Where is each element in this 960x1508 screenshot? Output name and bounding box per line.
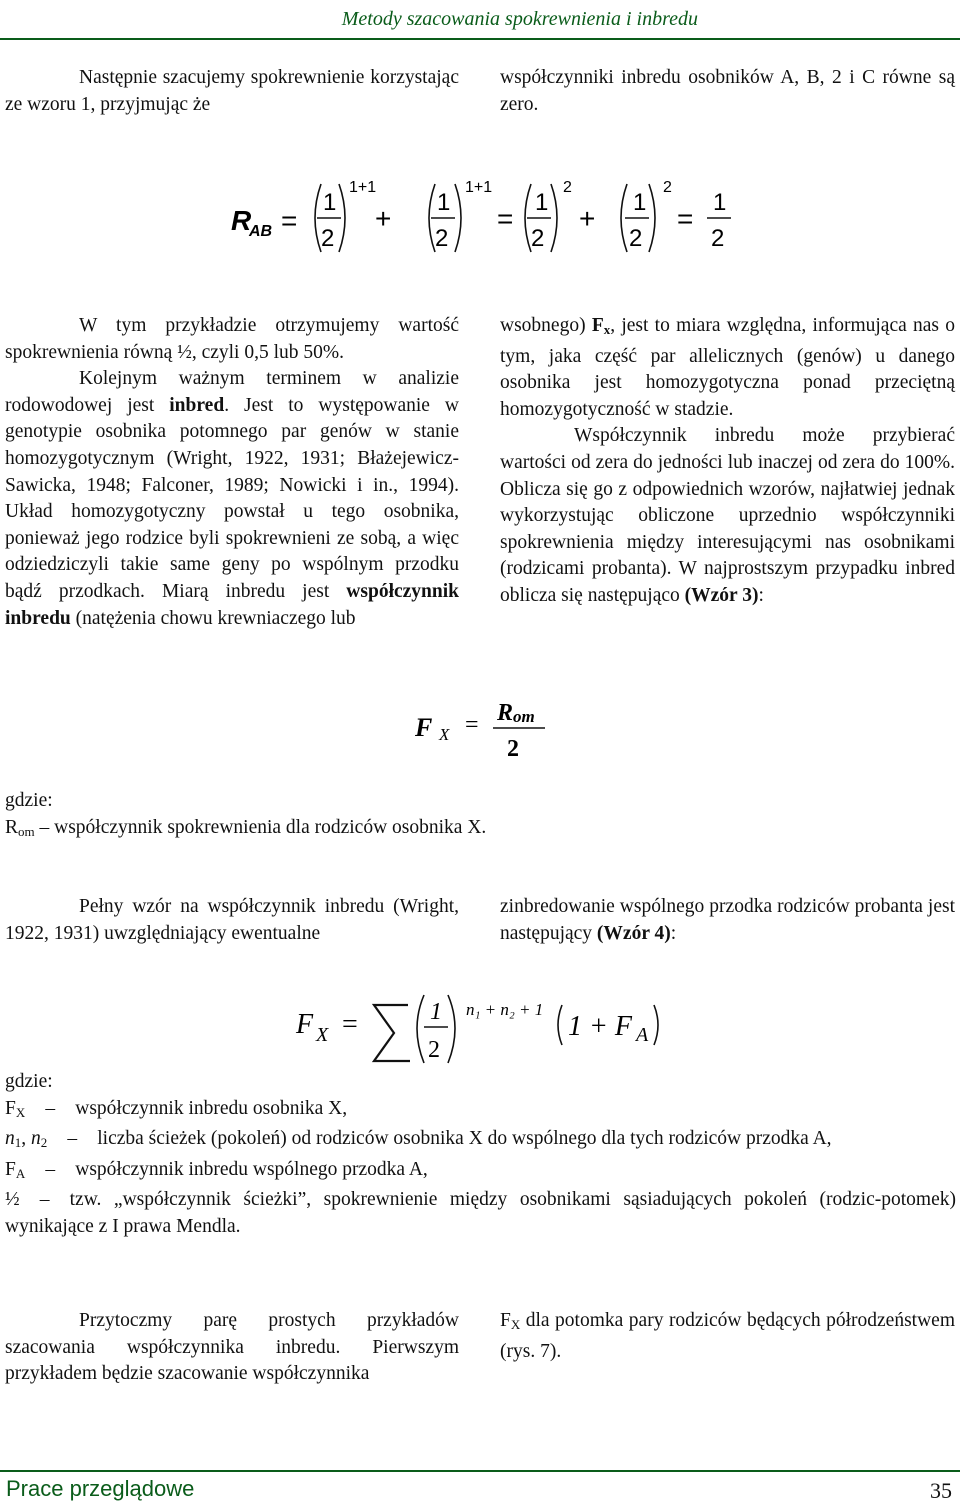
n-separator: , xyxy=(21,1128,31,1150)
eq1-paren-c-right xyxy=(551,184,557,252)
header-rule xyxy=(0,38,960,40)
full-formula-right-paragraph xyxy=(500,894,955,947)
eq4-lhs: F xyxy=(296,1009,314,1040)
inbreeding-coefficient-term: współczynnik inbredu xyxy=(5,580,459,629)
where-item-fx xyxy=(5,1096,956,1127)
eq1-exp-b: 1+1 xyxy=(465,179,493,196)
where-1-rom xyxy=(5,815,956,846)
eq3-lhs-sub: X xyxy=(439,725,450,744)
equation-4 xyxy=(290,985,690,1070)
half-description: tzw. „współczynnik ścieżki”, spokrewnienie między osobnikami sąsiadujących pokoleń (rodzic-potomek) wynikające z I prawa Mendla. xyxy=(5,1189,956,1237)
eq4-paren-right xyxy=(448,995,455,1063)
n-dash: – xyxy=(67,1128,78,1150)
coefficient-range-paragraph xyxy=(500,423,955,609)
eq1-paren-d-right xyxy=(649,184,655,252)
fx-term: F xyxy=(5,1097,16,1119)
eq1-den-d: 2 xyxy=(629,225,643,252)
range-text-c: : xyxy=(758,584,764,606)
fx-description: współczynnik inbredu osobnika X, xyxy=(75,1097,348,1119)
n2-term-sub: 2 xyxy=(40,1135,48,1151)
fa-term: F xyxy=(5,1158,16,1180)
fa-dash: – xyxy=(45,1158,56,1180)
eq1-num-c: 1 xyxy=(535,189,549,216)
examples-fx-sub: X xyxy=(510,1317,521,1332)
fa-description: współczynnik inbredu wspólnego przodka A, xyxy=(75,1158,428,1180)
where-label-2: gdzie: xyxy=(5,1071,53,1092)
eq4-factor: 1 + F xyxy=(568,1011,632,1042)
intro-right-paragraph: współczynniki inbredu osobników A, B, 2 i C równe są zero. xyxy=(500,67,955,115)
where-label-1: gdzie: xyxy=(5,790,53,811)
where-item-fa xyxy=(5,1157,956,1188)
eq3-num: R xyxy=(497,700,514,726)
eq4-factor-sub: A xyxy=(636,1024,649,1046)
fa-term-sub: A xyxy=(15,1165,26,1181)
eq4-paren-left xyxy=(417,995,424,1063)
half-dash: – xyxy=(39,1189,50,1211)
full-formula-text-c: : xyxy=(670,922,677,944)
equation-1 xyxy=(225,172,745,262)
fx-symbol-sub: x xyxy=(603,322,611,337)
full-formula-left-paragraph: Pełny wzór na współczynnik inbredu (Wright, 1922, 1931) uwzględniający ewentualne xyxy=(5,896,459,944)
fx-text-a: wsobnego) xyxy=(500,315,592,336)
eq1-num-b: 1 xyxy=(437,189,451,216)
eq4-factor-paren-right xyxy=(654,1005,658,1045)
eq3-num-sub: om xyxy=(513,707,535,726)
eq1-paren-b-right xyxy=(455,184,461,252)
eq1-plus-b: + xyxy=(579,203,596,234)
eq1-den-b: 2 xyxy=(435,225,449,252)
inbred-right-column xyxy=(500,313,955,610)
range-text-a: Współczynnik inbredu może przybierać wartości od zera do jedności lub inaczej od zera do 100%. Oblicza się go z odpowiednich wzorów, najłatwiej jednak wykorzystując obliczone uprzednio współczynniki spokrewnienia między interesującymi nas osobnikami (rodzicami probanta). W najprostszym przypadku inbred oblicza się następująco xyxy=(500,425,955,606)
eq3-equals: = xyxy=(465,712,479,738)
intro-left-paragraph: Następnie szacujemy spokrewnienie korzystając ze wzoru 1, przyjmując że xyxy=(5,67,459,115)
formula-3-ref: (Wzór 3) xyxy=(684,584,759,606)
eq4-den: 2 xyxy=(428,1037,440,1063)
eq1-num-a: 1 xyxy=(323,189,337,216)
where-block-1 xyxy=(5,788,956,845)
eq1-lhs: R xyxy=(231,205,252,236)
eq1-exp-d: 2 xyxy=(663,179,672,196)
page-header xyxy=(0,0,960,42)
summation-sign xyxy=(374,1005,410,1061)
examples-right-column xyxy=(500,1308,955,1365)
formula-4-ref: (Wzór 4) xyxy=(596,922,671,944)
rom-dash: – xyxy=(39,816,50,838)
where-item-n xyxy=(5,1126,956,1157)
n1-term: n xyxy=(5,1128,15,1150)
rom-term-sub: om xyxy=(18,823,35,839)
equation-3 xyxy=(405,690,565,770)
eq3-den: 2 xyxy=(507,736,519,762)
eq1-equals-3: = xyxy=(677,203,694,234)
full-formula-left-column xyxy=(5,894,459,947)
page-number: 35 xyxy=(930,1478,952,1503)
intro-right-column xyxy=(500,65,955,118)
inbred-text-e: (natężenia chowu krewniaczego lub xyxy=(70,607,356,629)
eq1-equals: = xyxy=(281,205,298,236)
examples-right-paragraph xyxy=(500,1308,955,1365)
full-formula-text-a: zinbredowanie wspólnego przodka rodziców probanta jest następujący xyxy=(500,896,955,944)
inbred-definition-paragraph xyxy=(5,366,459,632)
examples-fx: F xyxy=(500,1310,511,1331)
fx-dash: – xyxy=(45,1097,56,1119)
inbred-term: inbred xyxy=(169,394,225,416)
eq4-lhs-sub: X xyxy=(316,1024,329,1046)
full-formula-right-column xyxy=(500,894,955,947)
where-block-2 xyxy=(5,1069,956,1241)
fx-text-c: , jest to miara względna, informująca nas o tym, jaka część par allelicznych (genów) u danego osobnika jest homozygotyczna ponad przeciętną homozygotyczność w stadzie. xyxy=(500,315,955,420)
eq3-lhs: F xyxy=(415,713,433,742)
inbred-text-a: Kolejnym ważnym terminem w analizie rodowodowej jest xyxy=(5,368,459,416)
eq1-lhs-sub: AB xyxy=(249,223,273,240)
eq4-num: 1 xyxy=(430,999,442,1025)
eq1-equals-2: = xyxy=(497,203,514,234)
eq1-den-a: 2 xyxy=(321,225,335,252)
eq4-factor-paren-left xyxy=(558,1005,562,1045)
n-description: liczba ścieżek (pokoleń) od rodziców osobnika X do wspólnego dla tych rodziców przodka A, xyxy=(97,1128,832,1150)
rom-description: współczynnik spokrewnienia dla rodziców osobnika X. xyxy=(54,816,487,838)
footer-rule xyxy=(0,1470,960,1472)
rom-term: R xyxy=(5,816,19,838)
intro-left-column xyxy=(5,65,459,118)
eq1-den-c: 2 xyxy=(531,225,545,252)
running-title: Metody szacowania spokrewnienia i inbredu xyxy=(341,8,698,30)
examples-left-paragraph: Przytoczmy parę prostych przykładów szacowania współczynnika inbredu. Pierwszym przykładem będzie szacowanie współczynnika xyxy=(5,1310,459,1385)
n1-term-sub: 1 xyxy=(14,1135,22,1151)
half-term: ½ xyxy=(5,1189,20,1211)
examples-text-b: dla potomka pary rodziców będących półrodzeństwem (rys. 7). xyxy=(500,1310,955,1362)
eq1-exp-a: 1+1 xyxy=(349,179,377,196)
relationship-value-paragraph: W tym przykładzie otrzymujemy wartość spokrewnienia równą ½, czyli 0,5 lub 50%. xyxy=(5,315,459,363)
eq1-exp-c: 2 xyxy=(563,179,572,196)
fx-term-sub: X xyxy=(15,1104,26,1120)
eq1-plus-a: + xyxy=(375,203,392,234)
examples-left-column xyxy=(5,1308,459,1388)
fx-symbol xyxy=(592,315,610,336)
inbred-left-column xyxy=(5,313,459,632)
journal-section-label: Prace przeglądowe xyxy=(6,1476,195,1501)
eq4-exponent: n₁ + n₂ + 1 xyxy=(466,1000,544,1019)
eq1-num-d: 1 xyxy=(633,189,647,216)
inbred-text-c: . Jest to występowanie w genotypie osobnika potomnego par genów w stanie homozygotycznym (Wright, 1922, 1931; Błażejewicz-Sawicka, 1948; Falconer, 1989; Nowicki i in., 1994). Układ homozygotyczny powstał u tego osobnika, ponieważ jego rodzice byli spokrewnieni ze sobą, a więc odziedziczyli takie same geny po wspólnym przodku bądź przodkach. Miarą inbredu jest xyxy=(5,394,460,602)
where-item-half xyxy=(5,1187,956,1240)
eq4-equals: = xyxy=(342,1009,358,1040)
eq1-result-den: 2 xyxy=(711,225,725,252)
n2-term: n xyxy=(31,1128,41,1150)
eq1-result-num: 1 xyxy=(713,189,727,216)
fx-symbol-letter: F xyxy=(591,315,604,336)
fx-definition-paragraph xyxy=(500,313,955,423)
